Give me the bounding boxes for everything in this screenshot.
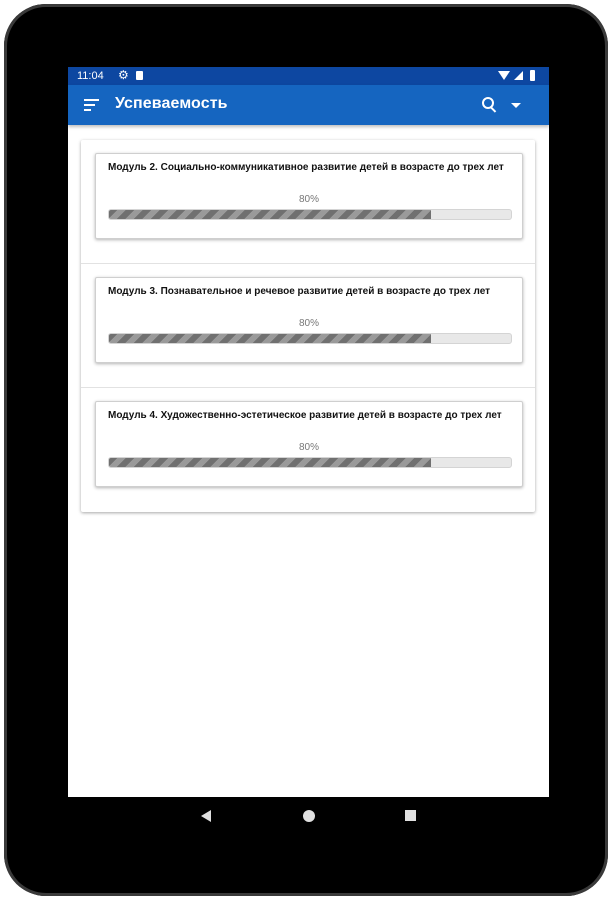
navigation-bar xyxy=(68,797,549,837)
back-icon[interactable] xyxy=(201,810,211,822)
dropdown-icon[interactable] xyxy=(511,103,521,108)
status-bar xyxy=(68,67,549,85)
page-title: Успеваемость xyxy=(115,95,228,112)
module-card[interactable] xyxy=(95,277,523,363)
sd-card-icon xyxy=(136,71,143,80)
progress-bar xyxy=(108,209,512,220)
module-card[interactable] xyxy=(95,401,523,487)
progress-label: 80% xyxy=(298,318,319,329)
status-time: 11:04 xyxy=(77,70,104,82)
home-icon[interactable] xyxy=(303,810,315,822)
settings-icon: ⚙ xyxy=(118,68,129,82)
list-item xyxy=(81,388,535,512)
progress-fill xyxy=(109,334,431,343)
module-list xyxy=(81,140,535,512)
module-title: Модуль 4. Художественно-эстетическое развитие детей в возрасте до трех лет xyxy=(108,410,502,421)
app-bar xyxy=(68,85,549,125)
progress-label: 80% xyxy=(298,194,319,205)
module-title: Модуль 2. Социально-коммуникативное развитие детей в возрасте до трех лет xyxy=(108,162,504,173)
screen xyxy=(68,67,549,797)
list-item xyxy=(81,140,535,264)
module-title: Модуль 3. Познавательное и речевое развитие детей в возрасте до трех лет xyxy=(108,286,491,297)
menu-icon[interactable] xyxy=(84,99,100,111)
progress-fill xyxy=(109,210,431,219)
list-item xyxy=(81,264,535,388)
battery-icon xyxy=(530,70,535,81)
search-icon[interactable] xyxy=(482,97,498,113)
wifi-icon xyxy=(498,71,510,80)
progress-fill xyxy=(109,458,431,467)
progress-label: 80% xyxy=(298,442,319,453)
progress-bar xyxy=(108,457,512,468)
module-card[interactable] xyxy=(95,153,523,239)
progress-bar xyxy=(108,333,512,344)
recents-icon[interactable] xyxy=(405,810,416,821)
signal-icon xyxy=(514,71,523,80)
